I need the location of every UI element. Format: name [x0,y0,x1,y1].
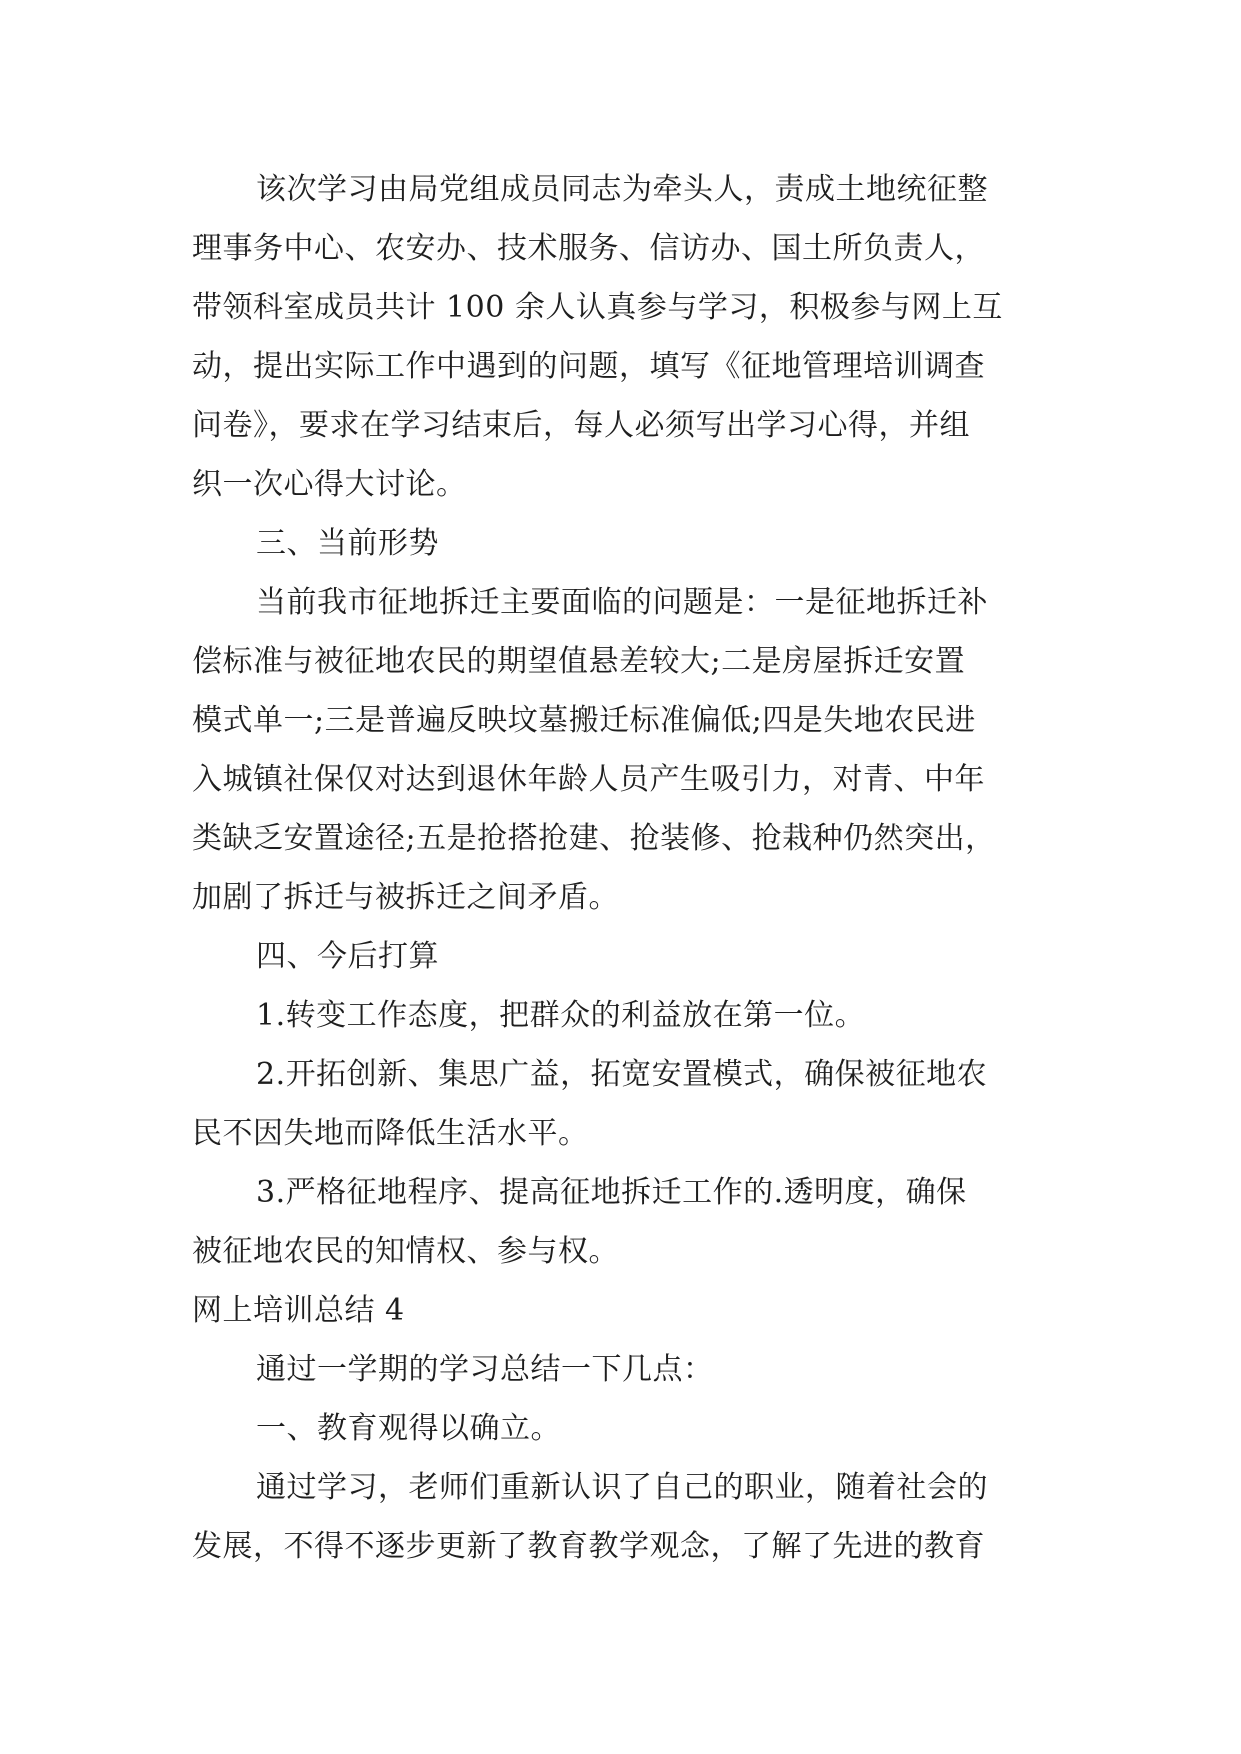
list-item: 3.严格征地程序、提高征地拆迁工作的.透明度，确保 [256,1175,967,1210]
paragraph-line: 偿标准与被征地农民的期望值悬差较大;二是房屋拆迁安置 [192,644,966,679]
paragraph-line: 通过学习，老师们重新认识了自己的职业，随着社会的 [256,1470,988,1505]
paragraph-line: 加剧了拆迁与被拆迁之间矛盾。 [192,880,619,915]
paragraph-line: 当前我市征地拆迁主要面临的问题是：一是征地拆迁补 [256,585,988,620]
section-heading: 一、教育观得以确立。 [256,1411,561,1446]
paragraph-line: 动，提出实际工作中遇到的问题，填写《征地管理培训调查 [192,349,985,384]
paragraph-line: 发展，不得不逐步更新了教育教学观念，了解了先进的教育 [192,1529,985,1564]
paragraph-line: 带领科室成员共计 100 余人认真参与学习，积极参与网上互 [192,290,1003,325]
document-title: 网上培训总结 4 [192,1293,405,1328]
paragraph-line: 类缺乏安置途径;五是抢搭抢建、抢装修、抢栽种仍然突出， [192,821,996,856]
list-item-continuation: 民不因失地而降低生活水平。 [192,1116,589,1151]
list-item: 1.转变工作态度，把群众的利益放在第一位。 [256,998,866,1033]
list-item: 2.开拓创新、集思广益，拓宽安置模式，确保被征地农 [256,1057,988,1092]
section-heading: 四、今后打算 [256,939,439,974]
section-heading: 三、当前形势 [256,526,439,561]
document-body [192,160,1052,1576]
paragraph-line: 理事务中心、农安办、技术服务、信访办、国土所负责人， [192,231,985,266]
paragraph-line: 模式单一;三是普遍反映坟墓搬迁标准偏低;四是失地农民进 [192,703,976,738]
paragraph-line: 问卷》，要求在学习结束后，每人必须写出学习心得，并组 [192,408,970,443]
paragraph-line: 入城镇社保仅对达到退休年龄人员产生吸引力，对青、中年 [192,762,985,797]
paragraph-line: 该次学习由局党组成员同志为牵头人，责成土地统征整 [256,172,988,207]
paragraph-line: 织一次心得大讨论。 [192,467,467,502]
list-item-continuation: 被征地农民的知情权、参与权。 [192,1234,619,1269]
paragraph-line: 通过一学期的学习总结一下几点： [256,1352,714,1387]
